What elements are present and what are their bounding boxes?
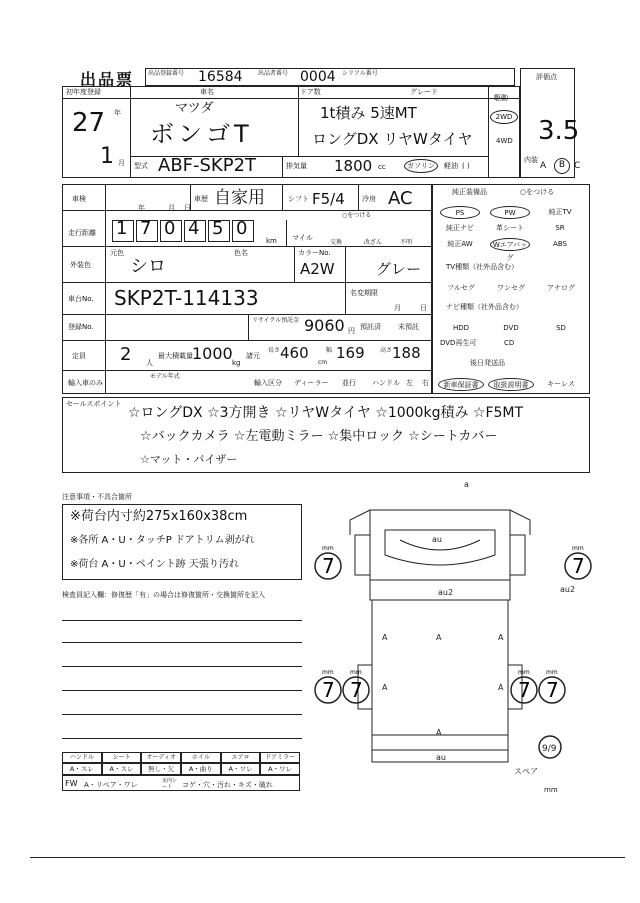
equipment-item: ABS xyxy=(553,240,567,248)
bottom-rule xyxy=(30,857,625,858)
sales-line2: ☆バックカメラ ☆左電動ミラー ☆集中ロック ☆シートカバー xyxy=(140,429,498,444)
mileage-digit: 5 xyxy=(212,218,224,239)
legend-value: A・ワレ xyxy=(221,763,261,775)
mileage-digit: 0 xyxy=(164,218,176,239)
sheet-title: 出品票 xyxy=(80,70,135,89)
grade-line2: ロングDX リヤWタイヤ xyxy=(312,130,473,148)
equipment-grid xyxy=(436,206,586,262)
left-label: 左 xyxy=(406,379,413,387)
legend-value: 無し・欠 xyxy=(141,763,181,775)
deposit-label: 預託済 xyxy=(360,323,381,331)
mileage-digit: 7 xyxy=(140,218,152,239)
tire-unit: mm xyxy=(350,669,362,676)
legend-fw-label: FW xyxy=(65,779,78,788)
interior-c: C xyxy=(574,161,581,171)
interior-a: A xyxy=(540,161,547,171)
color-name-value: グレー xyxy=(376,260,422,278)
mileage-digit: 1 xyxy=(116,218,128,239)
exchange-label: 交換 xyxy=(330,239,343,246)
legend-value: A・曲り xyxy=(181,763,221,775)
car-diagram xyxy=(310,480,600,800)
reg-no-value: 16584 xyxy=(198,69,243,85)
mileage-unit: km xyxy=(266,237,277,245)
post-row-item: 取扱説明書 xyxy=(488,378,534,391)
mark-au-windshield: au xyxy=(432,535,442,544)
color-label: 外装色 xyxy=(70,261,91,269)
score-value: 3.5 xyxy=(538,116,580,146)
score-label: 評価点 xyxy=(536,73,557,81)
displacement-label: 排気量 xyxy=(286,162,307,170)
tv-row-item: ワンセグ xyxy=(497,284,525,292)
notes-line1: ※荷台内寸約275x160x38cm xyxy=(70,509,248,524)
usage-label: 車歴 xyxy=(194,195,208,203)
recycle-value: 9060 xyxy=(304,316,345,335)
width-label: 幅 xyxy=(326,347,333,354)
exhibitor-no-label: 出品者番号 xyxy=(258,70,289,77)
tire-unit: mm xyxy=(546,669,558,676)
navi-row-item: DVD xyxy=(503,324,519,332)
notes-line3: ※荷台 A・U・ペイント跡 天張り汚れ xyxy=(70,559,239,570)
equipment-item: SR xyxy=(555,224,565,232)
handle-label: ハンドル xyxy=(372,379,400,387)
mark-a-3: A xyxy=(498,633,504,642)
dims-label: 諸元 xyxy=(246,352,260,360)
color-no-label: カラーNo. xyxy=(298,249,331,257)
model-value: ABF-SKP2T xyxy=(158,155,257,176)
mileage-label: 走行距離 xyxy=(68,229,96,237)
interior-label: 内装 xyxy=(524,156,538,164)
fuel-light: 軽油 xyxy=(444,162,458,170)
recycle-label: リサイクル預託金 xyxy=(252,317,300,324)
model-label: 型式 xyxy=(134,162,148,170)
color-no-value: A2W xyxy=(300,260,335,278)
maker-name: マツダ xyxy=(175,101,214,116)
legend-value: A・スレ xyxy=(102,763,142,775)
mark-a-2: A xyxy=(436,633,442,642)
legend-table xyxy=(62,752,300,792)
reg-no-label: 出品登録番号 xyxy=(148,70,185,77)
grade-line1: 1t積み 5速MT xyxy=(320,104,417,122)
load-value: 1000 xyxy=(192,344,233,363)
ac-value: AC xyxy=(388,188,413,209)
first-reg-month: 1 xyxy=(100,144,114,169)
equipment-item: PW xyxy=(490,206,530,219)
post-title: 後日発送品 xyxy=(470,359,505,367)
drive-label: 駆動 xyxy=(494,94,508,102)
legend-value: A・ワレ xyxy=(260,763,300,775)
fuel-other: ( ) xyxy=(462,162,470,170)
equipment-item: Wエアバッグ xyxy=(490,238,530,251)
length-value: 460 xyxy=(280,344,309,362)
import-label: 輸入車のみ xyxy=(68,379,103,387)
equipment-title: 純正装備品 xyxy=(452,188,487,196)
sales-line1: ☆ロングDX ☆3方開き ☆リヤWタイヤ ☆1000kg積み ☆F5MT xyxy=(128,405,524,421)
right-label: 右 xyxy=(422,379,429,387)
notes-label: 注意事項・不具合箇所 xyxy=(62,493,132,501)
first-reg-label: 初年度登録 xyxy=(66,88,101,96)
color-name-label: 色名 xyxy=(234,249,248,257)
equipment-item: 純正ナビ xyxy=(446,224,474,232)
miles-label: マイル xyxy=(292,234,313,242)
width-value: 169 xyxy=(336,344,365,362)
chassis-value: SKP2T-114133 xyxy=(114,286,259,310)
drive-2wd-circled: 2WD xyxy=(490,110,518,124)
tv-row-item: フルセグ xyxy=(447,284,475,292)
transfer-label: 名変期限 xyxy=(350,289,378,297)
door-label: ドア数 xyxy=(300,88,321,96)
post-row-item: 新車保証書 xyxy=(438,378,484,391)
altered-label: 改ざん xyxy=(364,239,383,246)
undeposit-label: 未預託 xyxy=(398,323,419,331)
equipment-item: 革シート xyxy=(496,224,524,232)
height-value: 188 xyxy=(392,344,421,362)
tire-value: 7 xyxy=(518,678,531,702)
tire-value: 7 xyxy=(322,678,335,702)
mark-au-bumper: au xyxy=(436,753,446,762)
reg-no-label2: 登録No. xyxy=(68,323,94,331)
tire-unit: mm xyxy=(322,545,334,552)
month-unit: 月 xyxy=(118,159,125,167)
navi-row-item: HDD xyxy=(452,324,470,332)
year-unit: 年 xyxy=(114,109,121,117)
legend-fw-values: A・リペア・ワレ xyxy=(84,781,138,789)
navi-title: ナビ種類（社外品含む） xyxy=(446,303,523,311)
inspection-day-unit: 日 xyxy=(184,204,191,212)
displacement-unit: cc xyxy=(378,163,386,171)
first-reg-year: 27 xyxy=(72,108,106,138)
transfer-day: 日 xyxy=(420,304,427,312)
capacity-label: 定員 xyxy=(72,352,86,360)
legend-value: A・スレ xyxy=(62,763,102,775)
mileage-digit: 0 xyxy=(236,218,248,239)
car-name: ボンゴT xyxy=(150,120,253,148)
tv-title: TV種類（社外品含む） xyxy=(446,263,519,271)
unknown-label: 不明 xyxy=(400,239,413,246)
mark-a-6: A xyxy=(436,728,442,737)
serial-label: シリアル番号 xyxy=(342,70,378,77)
legend-header: ホイル xyxy=(181,752,221,763)
spare-label: スペア xyxy=(514,767,538,776)
inspection-label: 車検 xyxy=(72,195,86,203)
length-label: 長さ xyxy=(268,347,281,354)
tire-value: 7 xyxy=(322,554,335,578)
legend-header: ハンドル xyxy=(62,752,102,763)
equipment-item: PS xyxy=(440,206,480,219)
capacity-unit: 人 xyxy=(146,359,153,367)
circle-note: ○をつける xyxy=(342,212,372,219)
legend-header: シート xyxy=(102,752,142,763)
spare-unit: mm xyxy=(544,786,558,794)
dim-unit: cm xyxy=(318,359,328,366)
exhibitor-no-value: 0004 xyxy=(300,69,336,85)
legend-interior-values: コゲ・穴・汚れ・キズ・破れ xyxy=(182,781,273,789)
tire-value: 7 xyxy=(546,678,559,702)
transfer-month: 月 xyxy=(394,304,401,312)
shift-label: シフト xyxy=(288,195,309,203)
load-label: 最大積載量 xyxy=(158,352,193,360)
parallel-label: 並行 xyxy=(342,379,356,387)
height-label: 高さ xyxy=(380,347,393,354)
load-unit: kg xyxy=(232,359,241,367)
mileage-digits xyxy=(112,220,260,244)
equipment-item: 純正AW xyxy=(447,240,473,248)
shift-value: F5/4 xyxy=(312,190,345,208)
sales-label: セールスポイント xyxy=(66,400,122,408)
legend-header: オーディオ xyxy=(141,752,181,763)
legend-header: エアロ xyxy=(221,752,261,763)
legend-header: ドアミラー xyxy=(260,752,300,763)
ac-label: 冷房 xyxy=(362,195,376,203)
chassis-label: 車台No. xyxy=(68,295,94,303)
tire-unit: mm xyxy=(518,669,530,676)
mileage-digit: 4 xyxy=(188,218,200,239)
tv-row xyxy=(436,282,586,294)
interior-b-circled: B xyxy=(554,158,570,174)
tv-row-item: アナログ xyxy=(547,284,575,292)
car-name-label: 車名 xyxy=(200,88,214,96)
import-type-label: 輸入区分 xyxy=(254,379,282,387)
tire-unit: mm xyxy=(322,669,334,676)
mark-a-1: A xyxy=(382,633,388,642)
mark-au2-right: au2 xyxy=(560,585,576,594)
mark-a-5: A xyxy=(498,683,504,692)
recycle-unit: 円 xyxy=(348,327,355,335)
fuel-gasoline-circled: ガソリン xyxy=(404,159,438,173)
dvd-play-label: DVD再生可 xyxy=(440,339,477,347)
mark-a-4: A xyxy=(382,683,388,692)
legend-interior-label: 室内シート xyxy=(162,778,178,790)
tire-value: 7 xyxy=(572,554,585,578)
post-row xyxy=(436,378,586,390)
tire-value: 7 xyxy=(350,678,363,702)
sales-line3: ☆マット・バイザー xyxy=(140,453,238,466)
notes-line2: ※各所 A・U・タッチP ドアトリム剥がれ xyxy=(70,535,255,546)
dealer-label: ディーラー xyxy=(294,379,329,387)
grade-label: グレード xyxy=(410,88,438,96)
original-color-label: 元色 xyxy=(110,249,124,257)
navi-row xyxy=(436,322,586,334)
mark-au2-bed: au2 xyxy=(438,588,454,597)
inspection-year-unit: 年 xyxy=(138,204,145,212)
equipment-note: ○をつける xyxy=(520,188,555,196)
tire-unit: mm xyxy=(572,545,584,552)
spare-value: 9/9 xyxy=(542,744,557,754)
equipment-item: 純正TV xyxy=(548,208,572,216)
usage-value: 自家用 xyxy=(214,188,265,208)
post-row-item: キーレス xyxy=(547,380,575,388)
capacity-value: 2 xyxy=(120,344,132,365)
inspection-month-unit: 月 xyxy=(168,204,175,212)
displacement-value: 1800 xyxy=(334,157,373,175)
original-color-value: シロ xyxy=(130,256,166,277)
model-year-label: モデル年式 xyxy=(150,373,180,380)
inspector-label: 検査員記入欄：修復歴「有」の場合は修復箇所・交換箇所を記入 xyxy=(62,591,265,599)
mark-a-top: a xyxy=(464,480,469,489)
navi-row-item: SD xyxy=(556,324,566,332)
drive-4wd: 4WD xyxy=(496,137,513,145)
cd-label: CD xyxy=(504,339,515,347)
